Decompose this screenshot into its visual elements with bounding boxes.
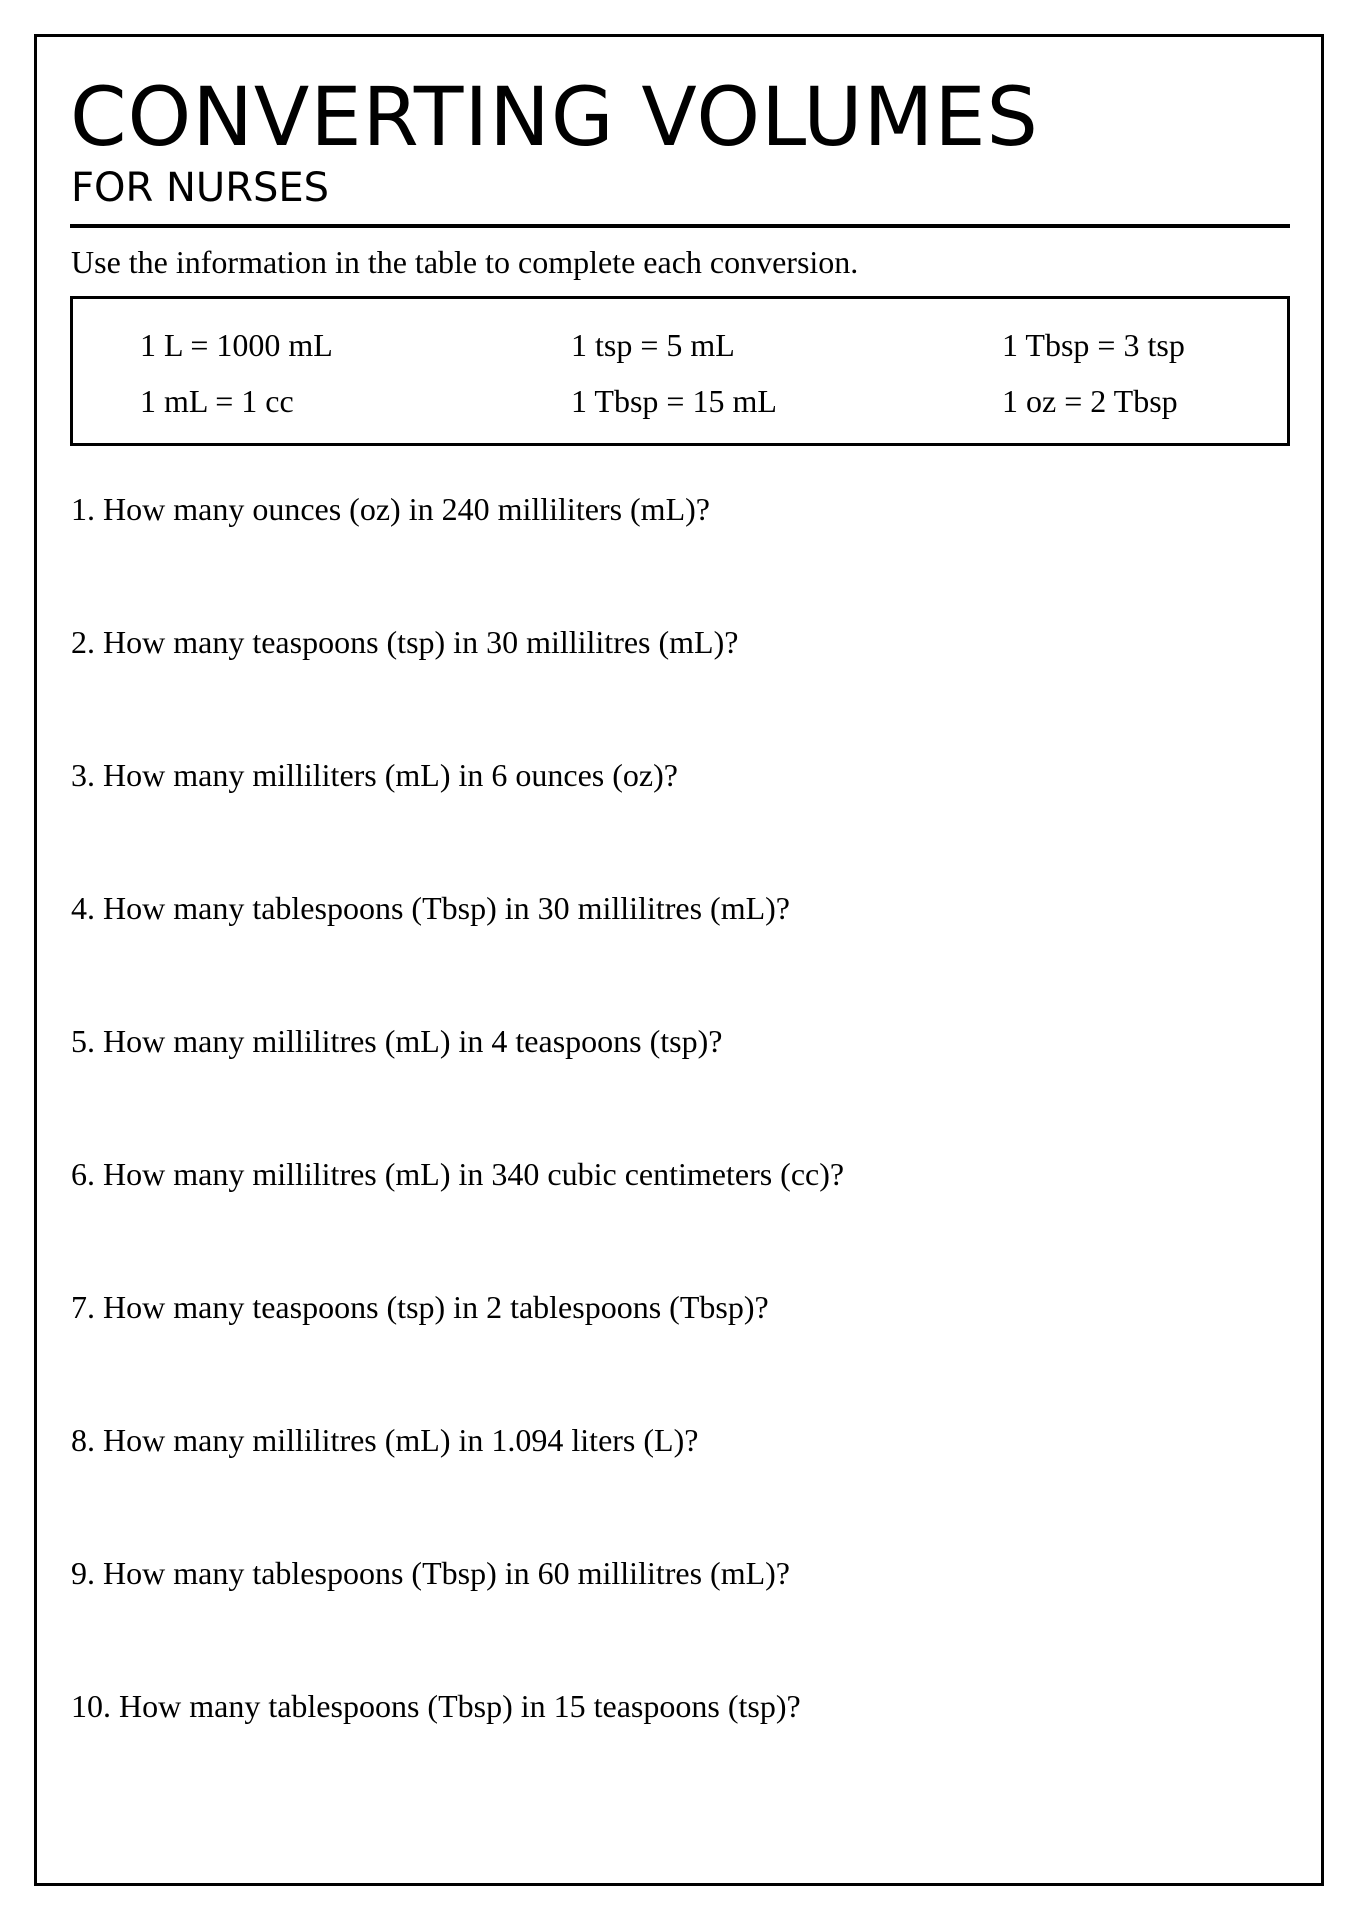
page-title: CONVERTING VOLUMES	[70, 71, 1039, 165]
reference-cell: 1 mL = 1 cc	[140, 383, 294, 419]
reference-cell: 1 L = 1000 mL	[140, 327, 333, 363]
question-item: 10. How many tablespoons (Tbsp) in 15 teaspoons (tsp)?	[71, 1688, 801, 1724]
question-item: 9. How many tablespoons (Tbsp) in 60 millilitres (mL)?	[71, 1555, 790, 1591]
reference-cell: 1 oz = 2 Tbsp	[1002, 383, 1178, 419]
question-item: 7. How many teaspoons (tsp) in 2 tablespoons (Tbsp)?	[71, 1289, 769, 1325]
page-subtitle: FOR NURSES	[71, 165, 330, 211]
reference-cell: 1 tsp = 5 mL	[571, 327, 735, 363]
question-item: 2. How many teaspoons (tsp) in 30 millilitres (mL)?	[71, 624, 739, 660]
question-item: 3. How many milliliters (mL) in 6 ounces (oz)?	[71, 757, 678, 793]
question-list	[71, 490, 844, 1820]
question-item: 6. How many millilitres (mL) in 340 cubic centimeters (cc)?	[71, 1156, 845, 1192]
question-item: 5. How many millilitres (mL) in 4 teaspoons (tsp)?	[71, 1023, 723, 1059]
header-divider	[70, 224, 1290, 228]
question-item: 1. How many ounces (oz) in 240 milliliters (mL)?	[71, 491, 710, 527]
conversion-reference-table	[70, 296, 1290, 446]
question-item: 8. How many millilitres (mL) in 1.094 liters (L)?	[71, 1422, 699, 1458]
question-item: 4. How many tablespoons (Tbsp) in 30 millilitres (mL)?	[71, 890, 790, 926]
instructions-text: Use the information in the table to complete each conversion.	[71, 244, 859, 280]
reference-cell: 1 Tbsp = 15 mL	[571, 383, 777, 419]
reference-cell: 1 Tbsp = 3 tsp	[1002, 327, 1185, 363]
